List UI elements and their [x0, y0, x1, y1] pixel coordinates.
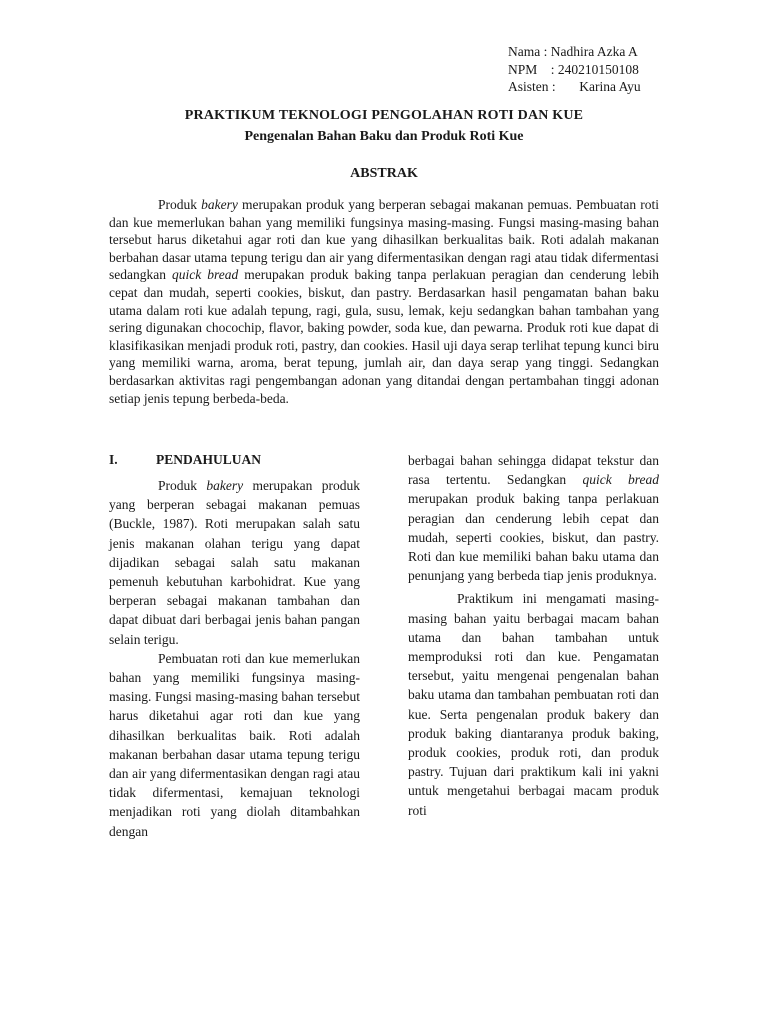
section-title: PENDAHULUAN	[156, 452, 262, 467]
student-npm: NPM : 240210150108	[508, 61, 639, 77]
intro-paragraph-1	[109, 476, 360, 649]
abstract-text: merupakan produk baking tanpa perlakuan peragian dan cenderung lebih cepat dan mudah, seperti cookies, biskut, dan pastry. Berdasarkan hasil pengamatan bahan baku utama dalam roti kue adalah tepung, ragi, gula, susu, lemak, keju sedangkan bahan tambahan yang sering digunakan chocochip, flavor, baking powder, soda kue, dan pewarna. Produk roti kue dapat di klasifikasikan menjadi produk roti, pastry, dan cookies. Hasil uji daya serap terlihat tepung kunci biru yang memiliki warna, aroma, berat tepung, jumlah air, dan daya serap yang tinggi. Sedangkan berdasarkan aktivitas ragi pengembangan adonan yang ditandai dengan pertambahan tinggi adonan setiap jenis tepung berbeda-beda.	[109, 267, 659, 406]
abstract-text: merupakan produk yang berperan sebagai makanan pemuas. Pembuatan roti dan kue memerlukan bahan yang memiliki fungsinya masing-masing. Fungsi masing-masing bahan tersebut harus diketahui agar roti dan kue yang dihasilkan berkualitas baik. Roti adalah makanan berbahan dasar utama tepung terigu dan air yang difermentasikan dengan ragi atau tidak difermentasi sedangkan	[109, 197, 659, 283]
term-quick-bread: quick bread	[582, 472, 659, 488]
section-heading	[109, 452, 261, 468]
assistant-name: Asisten : Karina Ayu	[508, 79, 641, 94]
abstract-term-bakery: bakery	[201, 197, 238, 212]
body-text: merupakan produk baking tanpa perlakuan peragian dan cenderung lebih cepat dan mudah, seperti cookies, biskut, dan pastry. Roti dan kue memiliki bahan baku utama dan penunjang yang berbeda tiap jenis produknya.	[408, 491, 659, 584]
body-text: Produk	[158, 478, 207, 493]
intro-paragraph-2-continued	[408, 451, 659, 585]
abstract-paragraph	[109, 196, 659, 407]
abstract-heading: ABSTRAK	[350, 166, 418, 181]
student-info-block	[508, 43, 641, 96]
abstract-text: Produk	[158, 197, 202, 212]
section-number: I.	[109, 452, 118, 467]
abstract-body	[109, 196, 659, 407]
student-name: Nama : Nadhira Azka A	[508, 44, 638, 59]
document-title: PRAKTIKUM TEKNOLOGI PENGOLAHAN ROTI DAN KUE	[184, 108, 584, 123]
abstract-term-quick-bread: quick bread	[172, 267, 239, 283]
document-subtitle: Pengenalan Bahan Baku dan Produk Roti Kue	[244, 129, 524, 144]
body-text: merupakan produk yang berperan sebagai makanan pemuas (Buckle, 1987). Roti merupakan salah satu jenis makanan olahan terigu yang dapat dijadikan sebagai salah satu makanan pemenuh kebutuhan karbohidrat. Kue yang berperan sebagai makanan tambahan dan dapat dibuat dari berbagai jenis bahan pangan selain terigu.	[109, 478, 360, 647]
term-bakery: bakery	[206, 478, 244, 493]
intro-paragraph-3: Praktikum ini mengamati masing-masing bahan yaitu berbagai macam bahan utama dan bahan tambahan untuk memproduksi roti dan kue. Pengamatan tersebut, yaitu mengenai pengenalan bahan baku utama dan tambahan pembuatan roti dan kue. Serta pengenalan produk bakery dan produk baking diantaranya produk baking, produk cookies, produk roti, dan produk pastry. Tujuan dari praktikum kali ini yakni untuk mengetahui berbagai macam produk roti	[408, 591, 659, 818]
body-text: berbagai bahan sehingga didapat tekstur dan rasa tertentu. Sedangkan	[408, 453, 659, 488]
intro-paragraph-2: Pembuatan roti dan kue memerlukan bahan yang memiliki fungsinya masing-masing. Fungsi masing-masing bahan tersebut harus diketahui agar roti dan kue yang dihasilkan berkualitas baik. Roti adalah makanan berbahan dasar utama tepung terigu dan air yang difermentasikan dengan ragi atau tidak difermentasi, kemajuan teknologi menjadikan roti yang diolah ditambahkan dengan	[109, 650, 360, 839]
right-column	[408, 451, 659, 820]
left-column	[109, 476, 360, 841]
